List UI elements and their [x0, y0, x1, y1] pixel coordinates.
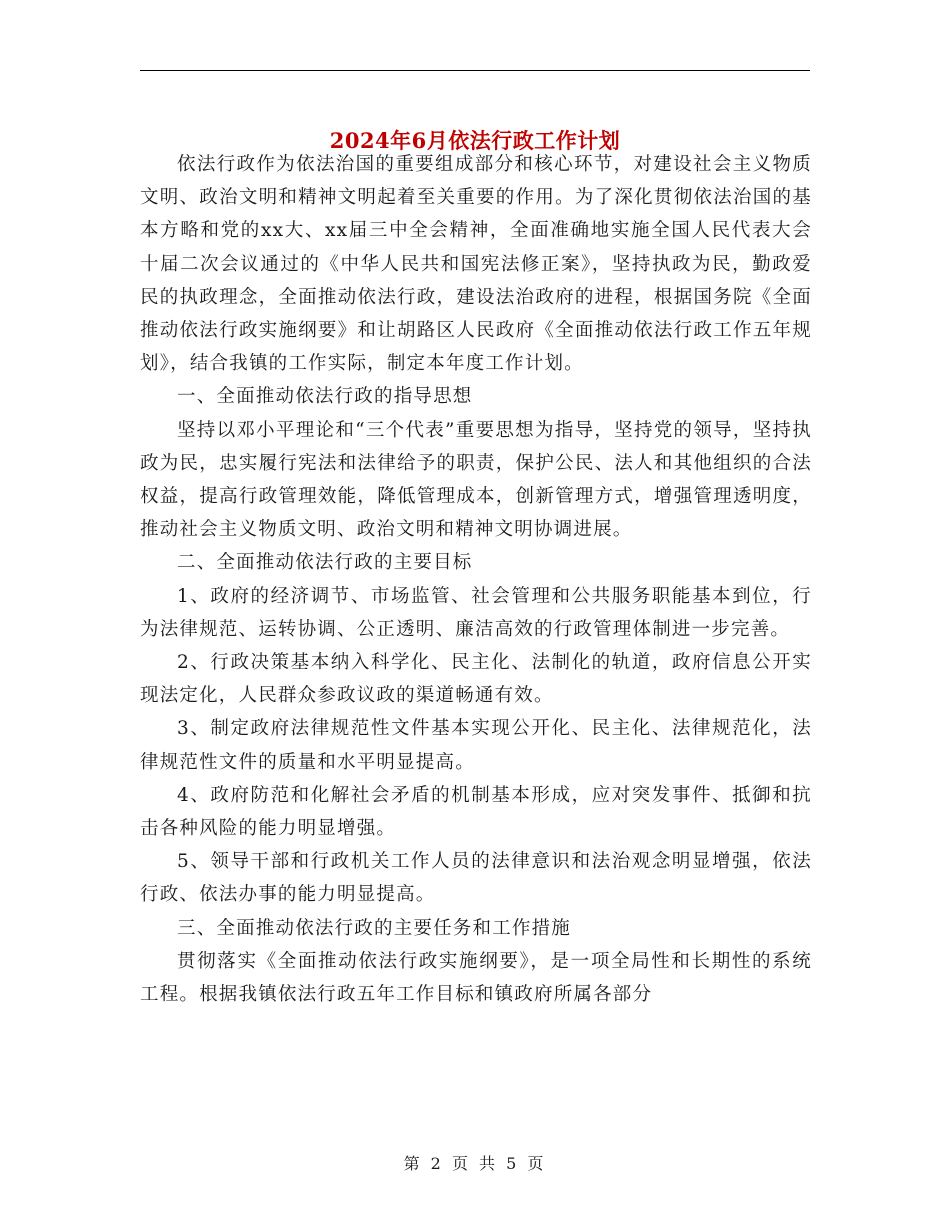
- page-number: 第 2 页 共 5 页: [403, 1154, 547, 1173]
- document-body: [140, 148, 812, 1011]
- paragraph-guiding-ideology: 坚持以邓小平理论和“三个代表”重要思想为指导，坚持党的领导，坚持执政为民，忠实履行宪法和法律给予的职责，保护公民、法人和其他组织的合法权益，提高行政管理效能，降低管理成本，创新管理方式，增强管理透明度，推动社会主义物质文明、政治文明和精神文明协调进展。: [140, 419, 812, 541]
- goal-item-4: 4、政府防范和化解社会矛盾的机制基本形成，应对突发事件、抵御和抗击各种风险的能力明显增强。: [140, 784, 812, 840]
- goal-item-3: 3、制定政府法律规范性文件基本实现公开化、民主化、法律规范化，法律规范性文件的质量和水平明显提高。: [140, 718, 812, 773]
- goal-item-2: 2、行政决策基本纳入科学化、民主化、法制化的轨道，政府信息公开实现法定化，人民群众参政议政的渠道畅通有效。: [140, 652, 812, 707]
- header-rule: [140, 70, 810, 71]
- goal-item-5: 5、领导干部和行政机关工作人员的法律意识和法治观念明显增强，依法行政、依法办事的能力明显提高。: [140, 851, 812, 906]
- document-title: 2024年6月依法行政工作计划: [329, 128, 621, 154]
- section-heading-main-goals: 二、全面推动依法行政的主要目标: [177, 552, 473, 574]
- paragraph-intro: 依法行政作为依法治国的重要组成部分和核心环节，对建设社会主义物质文明、政治文明和精神文明起着至关重要的作用。为了深化贯彻依法治国的基本方略和党的xx大、xx届三中全会精神，全面准确地实施全国人民代表大会十届二次会议通过的《中华人民共和国宪法修正案》，坚持执政为民，勤政爱民的执政理念，全面推动依法行政，建设法治政府的进程，根据国务院《全面推动依法行政实施纲要》和让胡路区人民政府《全面推动依法行政工作五年规划》，结合我镇的工作实际，制定本年度工作计划。: [140, 154, 812, 375]
- section-heading-tasks-measures: 三、全面推动依法行政的主要任务和工作措施: [177, 917, 572, 939]
- paragraph-tasks-measures: 贯彻落实《全面推动依法行政实施纲要》，是一项全局性和长期性的系统工程。根据我镇依法行政五年工作目标和镇政府所属各部分: [140, 950, 812, 1006]
- goal-item-1: 1、政府的经济调节、市场监管、社会管理和公共服务职能基本到位，行为法律规范、运转协调、公正透明、廉洁高效的行政管理体制进一步完善。: [140, 585, 812, 640]
- section-heading-guiding-ideology: 一、全面推动依法行政的指导思想: [177, 386, 473, 408]
